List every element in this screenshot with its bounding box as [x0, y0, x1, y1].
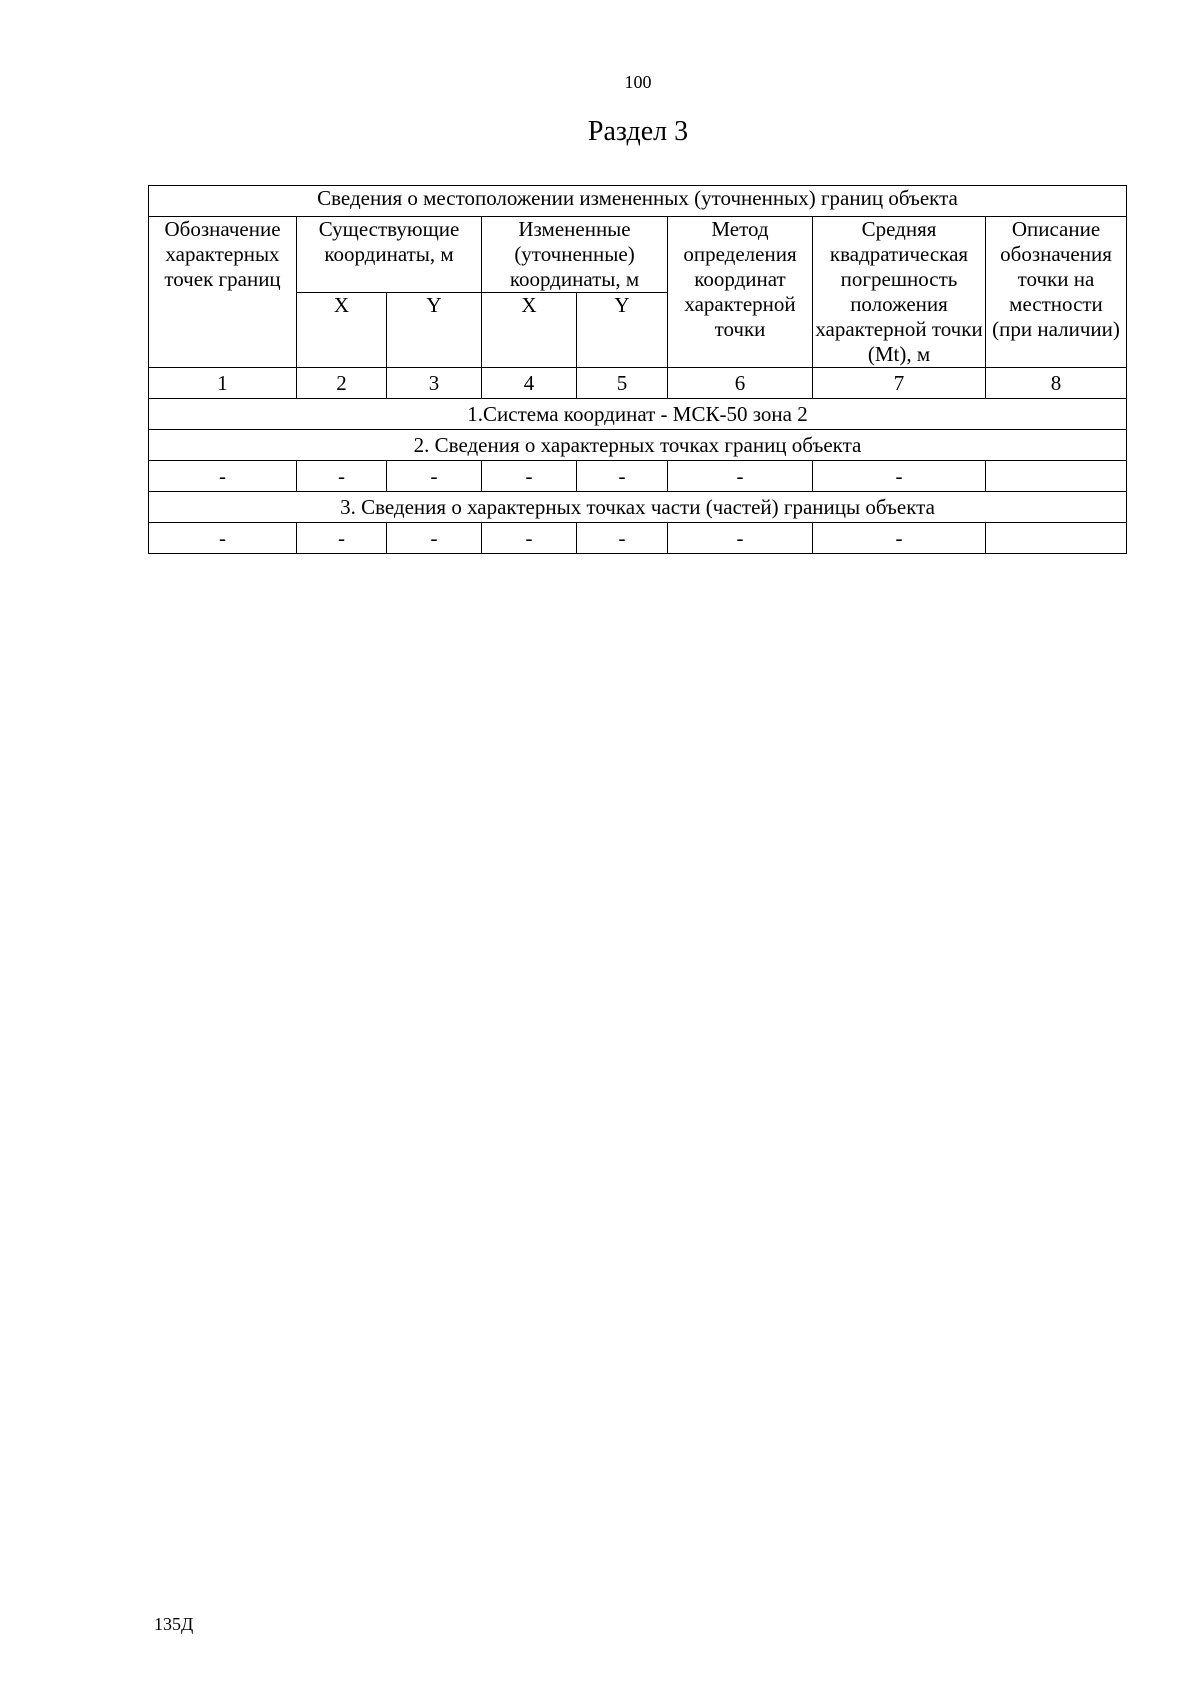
column-numbers-row: [149, 368, 1127, 399]
column-number: 3: [387, 368, 482, 399]
section2-data-row: [149, 461, 1127, 492]
column-number: 4: [482, 368, 577, 399]
table-cell: -: [813, 523, 986, 554]
table-cell: -: [482, 523, 577, 554]
coordinate-system-row: [149, 399, 1127, 430]
column-number: 7: [813, 368, 986, 399]
section3-heading-row: [149, 492, 1127, 523]
footer-code: 135Д: [154, 1614, 194, 1634]
table-cell: -: [813, 461, 986, 492]
header-existing-x: X: [297, 293, 387, 368]
section2-heading-row: [149, 430, 1127, 461]
column-number: 6: [668, 368, 813, 399]
header-existing-coordinates: Существующие координаты, м: [297, 217, 482, 293]
section-title: Раздел 3: [587, 116, 689, 147]
table-cell: -: [482, 461, 577, 492]
table-cell: -: [387, 523, 482, 554]
boundary-coordinates-table: [148, 185, 1127, 554]
table-cell: -: [149, 523, 297, 554]
table-cell: [986, 461, 1127, 492]
column-number: 8: [986, 368, 1127, 399]
column-number: 1: [149, 368, 297, 399]
header-changed-coordinates: Измененные (уточненные) координаты, м: [482, 217, 668, 293]
table-cell: -: [668, 523, 813, 554]
table-cell: -: [577, 461, 668, 492]
header-mean-square-error: Средняя квадратическая погрешность положения характерной точки (Mt), м: [813, 217, 986, 368]
table-cell: -: [297, 461, 387, 492]
section2-heading-cell: 2. Сведения о характерных точках границ объекта: [149, 430, 1127, 461]
header-existing-y: Y: [387, 293, 482, 368]
table-cell: -: [577, 523, 668, 554]
table-cell: -: [297, 523, 387, 554]
header-point-description: Описание обозначения точки на местности (при наличии): [986, 217, 1127, 368]
header-point-designation: Обозначение характерных точек границ: [149, 217, 297, 368]
table-cell: -: [387, 461, 482, 492]
header-changed-y: Y: [577, 293, 668, 368]
table-cell: -: [149, 461, 297, 492]
column-number: 5: [577, 368, 668, 399]
table-header-row: [149, 217, 1127, 293]
table-cell: [986, 523, 1127, 554]
table-caption-row: [149, 186, 1127, 217]
column-number: 2: [297, 368, 387, 399]
table-caption: Сведения о местоположении измененных (уточненных) границ объекта: [149, 186, 1127, 217]
header-method: Метод определения координат характерной точки: [668, 217, 813, 368]
header-changed-x: X: [482, 293, 577, 368]
table-cell: -: [668, 461, 813, 492]
section3-data-row: [149, 523, 1127, 554]
coordinate-system-cell: 1.Система координат - МСК-50 зона 2: [149, 399, 1127, 430]
page-number: 100: [624, 72, 652, 92]
section3-heading-cell: 3. Сведения о характерных точках части (частей) границы объекта: [149, 492, 1127, 523]
